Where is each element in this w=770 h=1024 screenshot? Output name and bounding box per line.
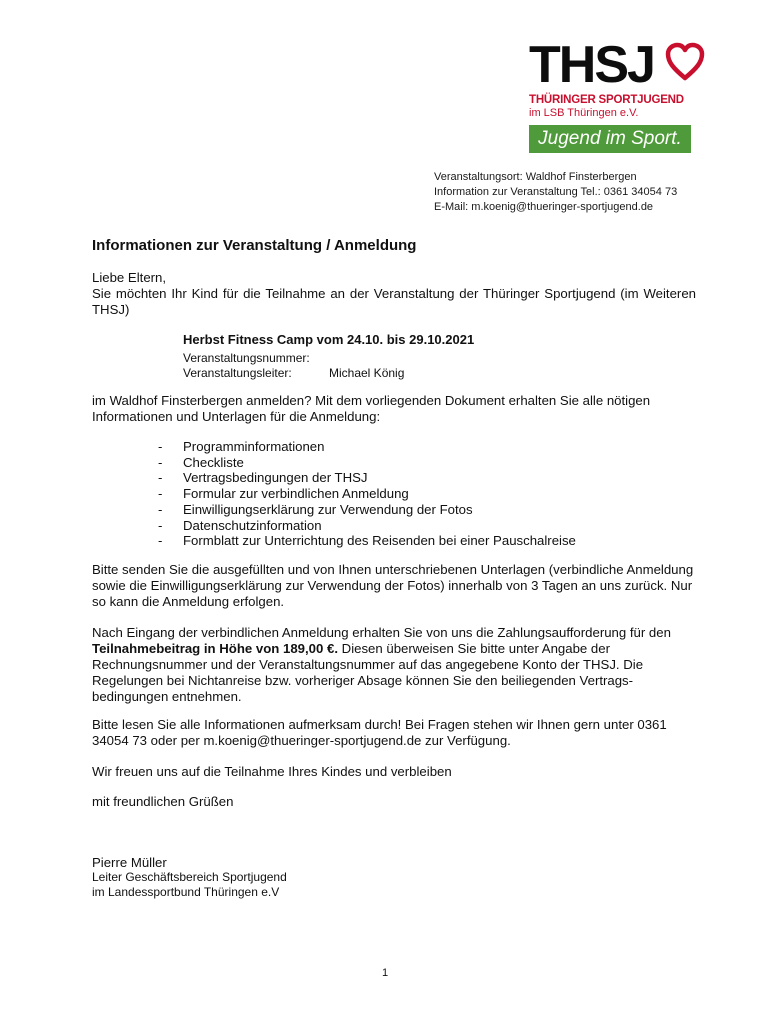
heart-icon bbox=[665, 42, 705, 82]
event-location: Veranstaltungsort: Waldhof Finsterbergen bbox=[434, 171, 637, 183]
page-title: Informationen zur Veranstaltung / Anmeldung bbox=[92, 237, 417, 254]
fee-amount: Teilnahmebeitrag in Höhe von 189,00 €. bbox=[92, 641, 338, 656]
logo-subtitle: THÜRINGER SPORTJUGEND bbox=[529, 94, 684, 106]
closing-line: Wir freuen uns auf die Teilnahme Ihres Kindes und verbleiben bbox=[92, 764, 452, 779]
event-number-row bbox=[183, 351, 404, 366]
signatory-title: Leiter Geschäftsbereich Sportjugend bbox=[92, 870, 287, 884]
intro-paragraph: Sie möchten Ihr Kind für die Teilnahme an der Veranstaltung der Thüringer Sportjugend (im Weiteren THSJ) bbox=[92, 286, 696, 317]
thsj-logo bbox=[529, 36, 699, 119]
salutation: mit freundlichen Grüßen bbox=[92, 794, 234, 809]
list-item: - Checkliste bbox=[158, 454, 244, 470]
page-number: 1 bbox=[381, 967, 389, 979]
signatory-role bbox=[92, 870, 287, 900]
event-meta bbox=[183, 351, 404, 381]
register-paragraph: im Waldhof Finsterbergen anmelden? Mit dem vorliegenden Dokument erhalten Sie alle nötigen Informationen und Unterlagen für die Anmeldung: bbox=[92, 393, 651, 424]
list-item: - Programminformationen bbox=[158, 439, 325, 454]
event-number-label: Veranstaltungsnummer: bbox=[183, 351, 310, 365]
send-back-paragraph: Bitte senden Sie die ausgefüllten und von Ihnen unterschriebenen Unterlagen (verbindliche Anmeldung sowie die Einwilligungserklärung zur Verwendung der Fotos) innerhalb von 3 Tagen an uns zurück. Nur so kann die Anmeldung erfolgen. bbox=[92, 562, 694, 609]
event-title: Herbst Fitness Camp vom 24.10. bis 29.10.2021 bbox=[183, 332, 475, 347]
document-list bbox=[158, 439, 576, 549]
slogan-badge: Jugend im Sport. bbox=[529, 125, 691, 153]
greeting: Liebe Eltern, bbox=[92, 270, 167, 285]
logo-mark bbox=[529, 36, 699, 94]
contact-email: E-Mail: m.koenig@thueringer-sportjugend.de bbox=[434, 201, 654, 213]
list-item: - Datenschutzinformation bbox=[158, 517, 322, 533]
contact-paragraph: Bitte lesen Sie alle Informationen aufmerksam durch! Bei Fragen stehen wir Ihnen gern unter 0361 34054 73 oder per m.koenig@thueringer-sportjugend.de zur Verfügung. bbox=[92, 717, 667, 748]
event-leader-label: Veranstaltungsleiter: bbox=[183, 366, 292, 380]
contact-phone: Information zur Veranstaltung Tel.: 0361 34054 73 bbox=[434, 186, 678, 198]
signatory-name: Pierre Müller bbox=[92, 855, 167, 870]
event-leader-value: Michael König bbox=[329, 366, 405, 380]
payment-paragraph: Nach Eingang der verbindlichen Anmeldung erhalten Sie von uns die Zahlungsaufforderung für den Teilnahmebeitrag in Höhe von 189,00 €. Diesen überweisen Sie bitte unter Angabe der Rechnungsnummer und der Veranstaltungsnummer auf das angegebene Konto der THSJ. Die Regelungen bei Nichtanreise bzw. vorheriger Absage können Sie den beiliegenden Vertrags-bedingungen entnehmen. bbox=[92, 625, 671, 704]
signatory-org: im Landessportbund Thüringen e.V bbox=[92, 885, 280, 899]
list-item: - Einwilligungserklärung zur Verwendung der Fotos bbox=[158, 501, 473, 517]
contact-block bbox=[434, 170, 677, 215]
event-leader-row bbox=[183, 366, 404, 381]
list-item: - Formblatt zur Unterrichtung des Reisenden bei einer Pauschalreise bbox=[158, 533, 576, 549]
logo-wordmark: THSJ bbox=[529, 36, 654, 94]
list-item: - Vertragsbedingungen der THSJ bbox=[158, 470, 368, 486]
logo-affiliation: im LSB Thüringen e.V. bbox=[529, 107, 639, 119]
list-item: - Formular zur verbindlichen Anmeldung bbox=[158, 486, 409, 502]
